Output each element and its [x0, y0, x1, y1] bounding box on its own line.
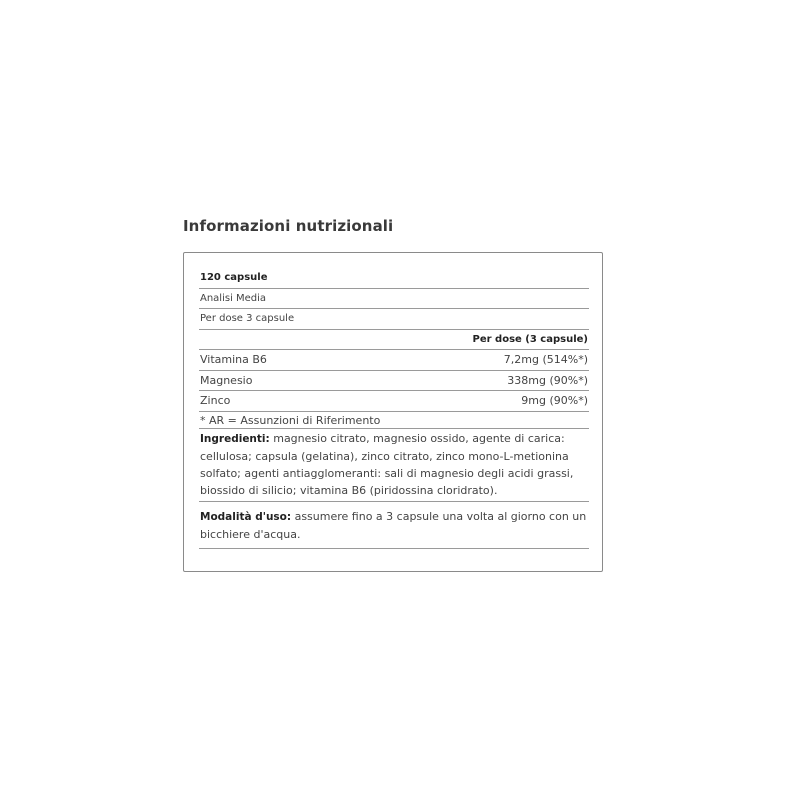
column-header: Per dose (3 capsule) — [472, 333, 588, 345]
page-title: Informazioni nutrizionali — [183, 217, 394, 235]
column-header-row — [199, 330, 589, 351]
nutrient-name: Magnesio — [200, 373, 253, 387]
ingredients-block — [199, 429, 589, 502]
nutrient-value: 9mg (90%*) — [521, 394, 588, 407]
usage-text: assumere fino a 3 capsule una volta al giorno con un bicchiere d'acqua. — [200, 509, 587, 541]
analysis-label: Analisi Media — [200, 292, 267, 304]
usage-label: Modalità d'uso: — [200, 510, 292, 523]
nutrient-name: Zinco — [200, 394, 231, 407]
nutrient-row — [199, 371, 589, 392]
nutrition-rows — [199, 268, 589, 549]
nutrient-value: 7,2mg (514%*) — [503, 353, 588, 366]
nutrient-value: 338mg (90%*) — [507, 373, 588, 387]
package-row — [199, 268, 589, 289]
analysis-row — [199, 289, 589, 310]
ingredients-label: Ingredienti: — [200, 432, 270, 445]
ingredients-text: magnesio citrato, magnesio ossido, agente di carica: cellulosa; capsula (gelatina), zinco citrato, zinco mono-L-metionina solfato; agenti antiagglomeranti: sali di magnesio degli acidi grassi, biossido di silicio; vitamina B6 (piridossina cloridrato). — [200, 431, 574, 497]
per-dose-row — [199, 309, 589, 330]
footnote: * AR = Assunzioni di Riferimento — [199, 412, 589, 429]
package-label: 120 capsule — [200, 272, 268, 283]
nutrient-name: Vitamina B6 — [200, 353, 267, 366]
nutrition-table — [183, 252, 603, 572]
per-dose-label: Per dose 3 capsule — [200, 313, 295, 324]
usage-block — [199, 502, 589, 549]
nutrient-row — [199, 391, 589, 412]
nutrient-row — [199, 350, 589, 371]
